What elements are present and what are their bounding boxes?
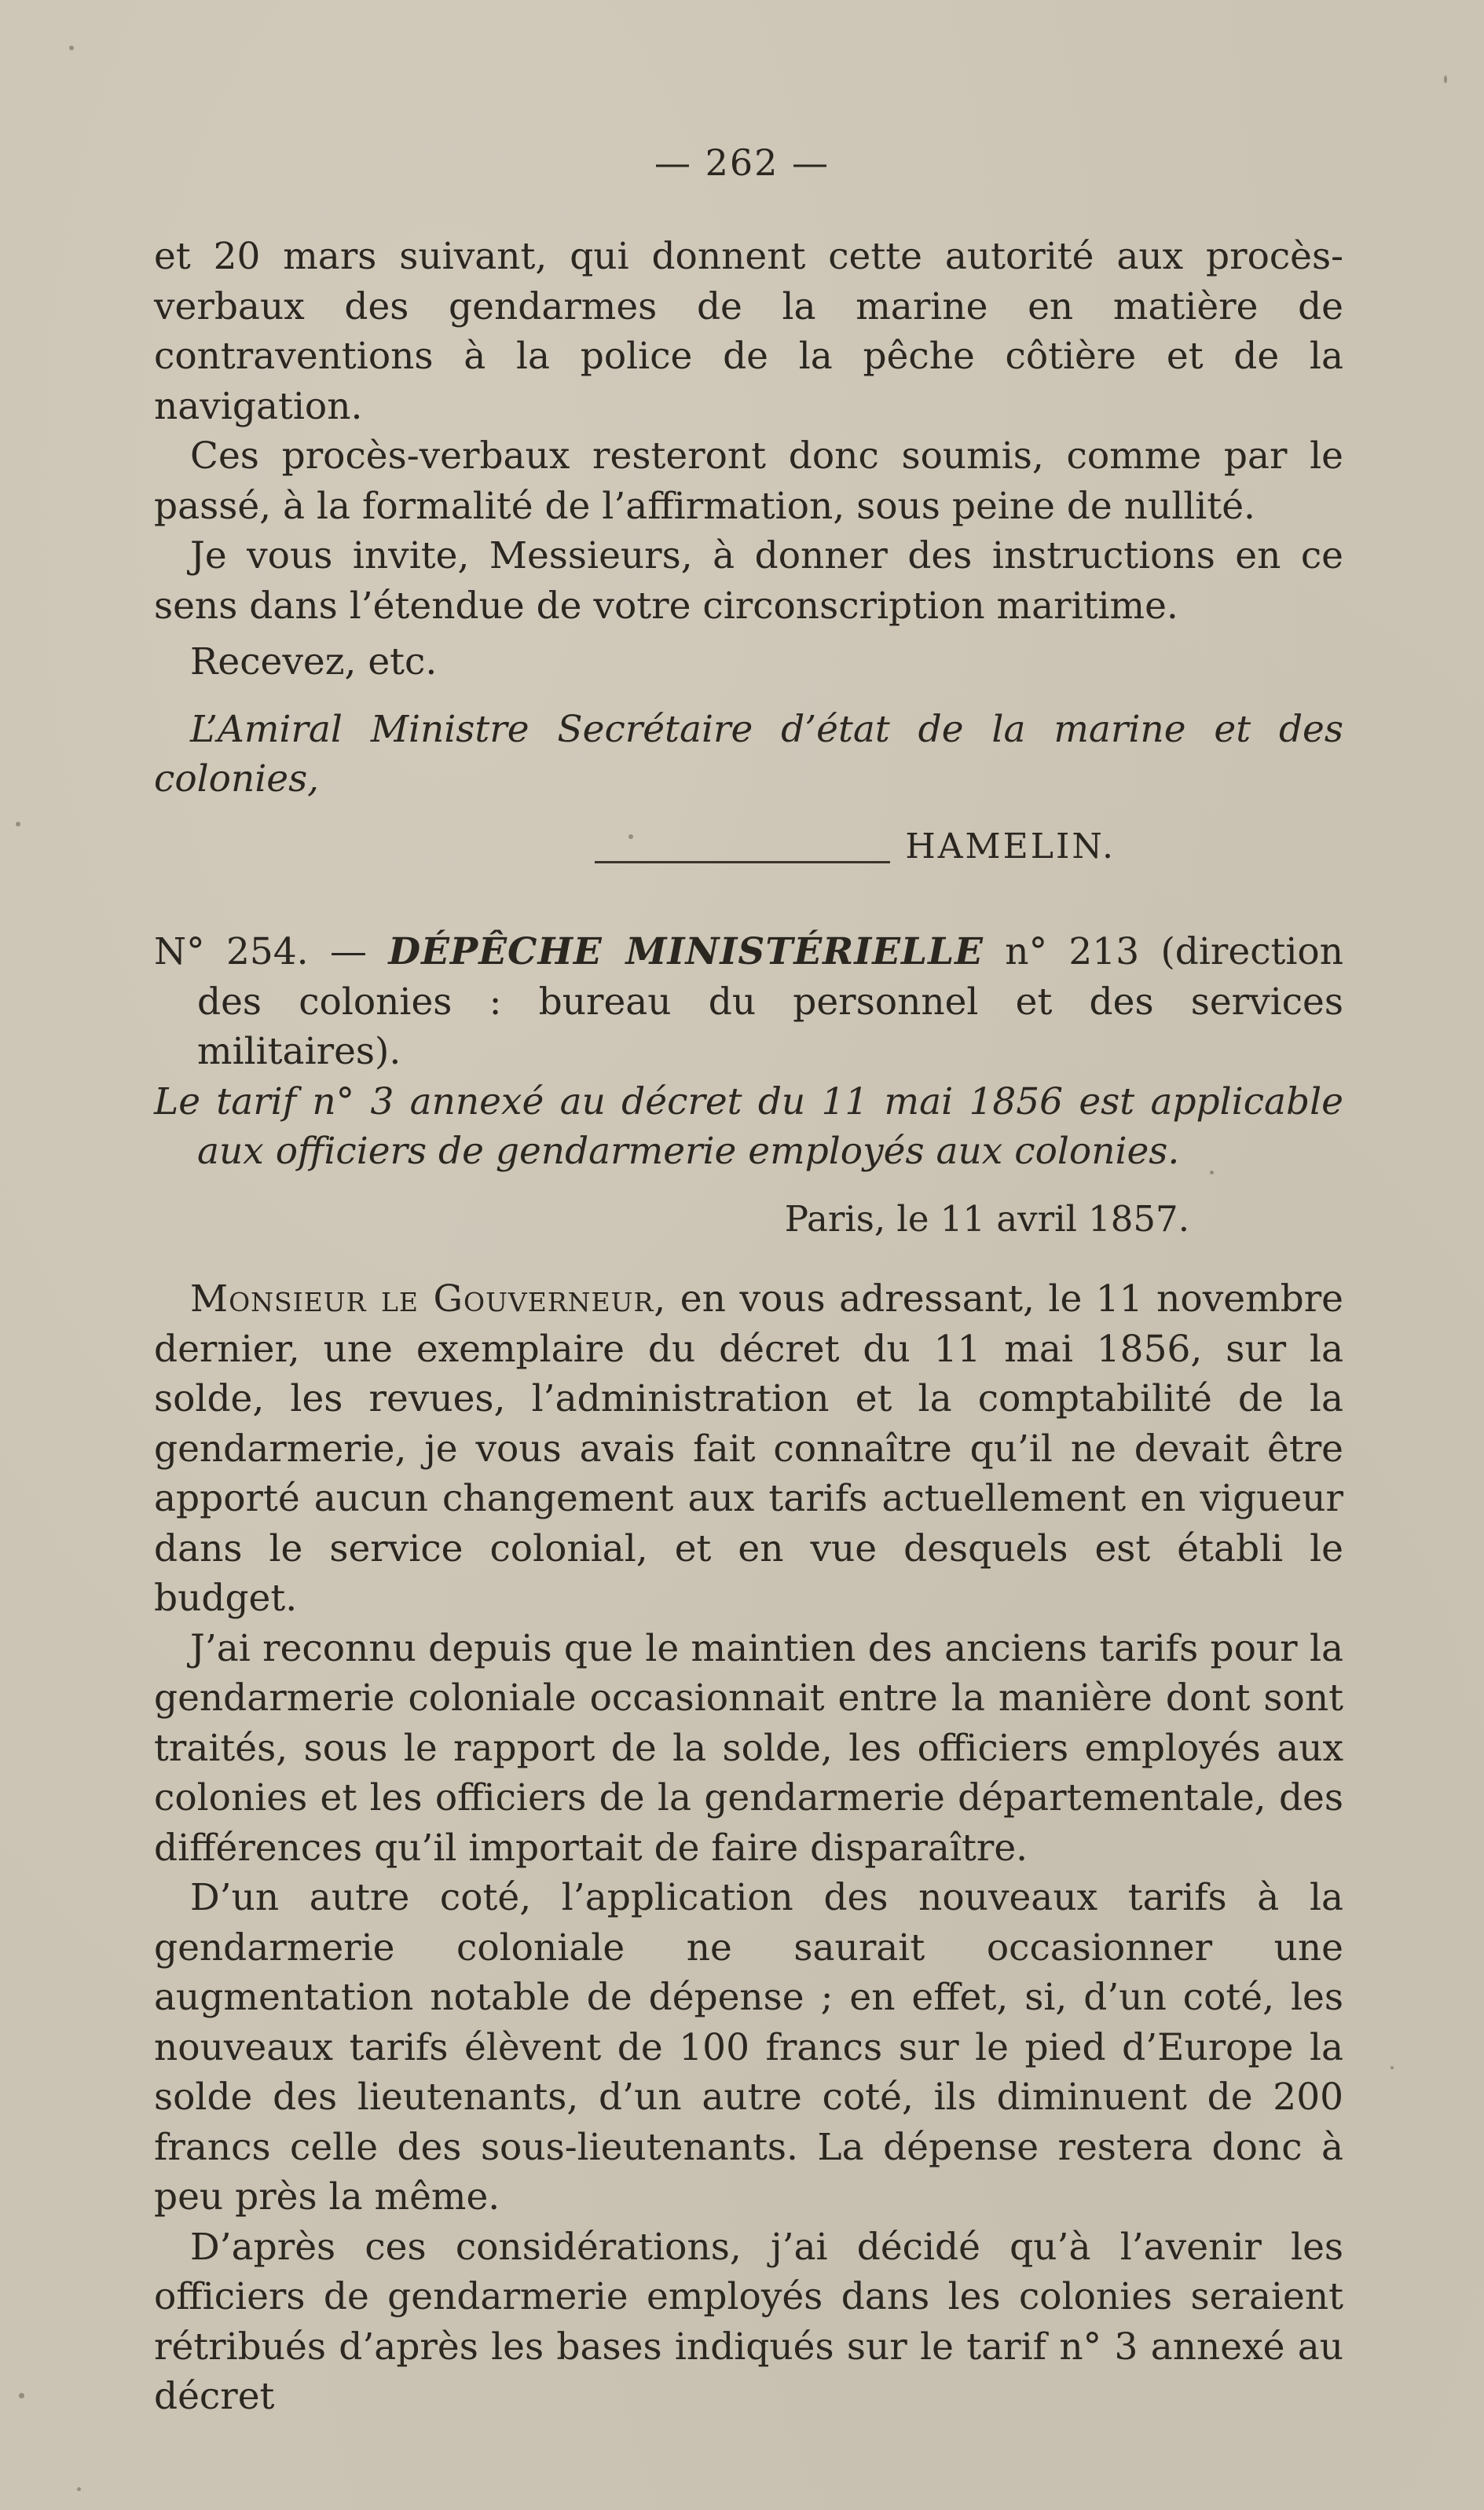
paragraph-anciens-tarifs: J’ai reconnu depuis que le maintien des anciens tarifs pour la gendarmerie coloniale occasionnait entre la manière dont sont traités, sous le rapport de la solde, les officiers employés aux colonies et les officiers de la gendarmerie départementale, des différences qu’il importait de faire disparaître. (154, 1626, 1343, 1870)
paragraph-invitation: Je vous invite, Messieurs, à donner des instructions en ce sens dans l’étendue de votre circonscription maritime. (154, 534, 1343, 628)
paragraph-nouveaux-tarifs: D’un autre coté, l’application des nouveaux tarifs à la gendarmerie coloniale ne saurait occasionner une augmentation notable de dépense ; en effet, si, d’un coté, les nouveaux tarifs élèvent de 100 francs sur le pied d’Europe la solde des lieutenants, d’un autre coté, ils diminuent de 200 francs celle des sous-lieutenants. La dépense restera donc à peu près la même. (154, 1876, 1343, 2219)
paper-speck (1444, 75, 1447, 83)
signature-title: L’Amiral Ministre Secrétaire d’état de la marine et des colonies, (154, 707, 1343, 801)
dispatch-number: N° 254. — (154, 930, 367, 973)
section-divider (595, 861, 890, 863)
paragraph-continuation: et 20 mars suivant, qui donnent cette autorité aux procès-verbaux des gendarmes de la marine en matière de contraventions à la police de la pêche côtière et de la navigation. (154, 235, 1343, 428)
paragraph-opening-text: en vous adressant, le 11 novembre dernier, une exemplaire du décret du 11 mai 1856, sur la solde, les revues, l’administration et la comptabilité de la gendarmerie, je vous avais fait connaître qu’il ne devait être apporté aucun changement aux tarifs actuellement en vigueur dans le service colonial, et en vue desquels est établi le budget. (154, 1277, 1343, 1620)
paragraph-opening (154, 1274, 1343, 1624)
letter-body (154, 1274, 1343, 2422)
top-section (154, 232, 1343, 871)
paragraph-proces-verbaux: Ces procès-verbaux resteront donc soumis, comme par le passé, à la formalité de l’affirmation, sous peine de nullité. (154, 434, 1343, 528)
paper-speck (77, 2487, 81, 2491)
signature-name: HAMELIN. (905, 826, 1116, 867)
paper-speck (1210, 1171, 1214, 1174)
paper-speck (16, 822, 20, 826)
dispatch-title-line (154, 927, 1343, 1077)
paper-speck (628, 834, 633, 839)
dispatch-summary: Le tarif n° 3 annexé au décret du 11 mai 1856 est applicable aux officiers de gendarmerie employés aux colonies. (154, 1079, 1343, 1173)
paragraph-decision: D’après ces considérations, j’ai décidé qu’à l’avenir les officiers de gendarmerie employés dans les colonies seraient rétribués d’après les bases indiqués sur le tarif n° 3 annexé au décret (154, 2225, 1343, 2418)
dateline (154, 1194, 1343, 1244)
paper-speck (1391, 2066, 1394, 2069)
dispatch-heading (154, 927, 1343, 1177)
dispatch-direction: n° 213 (direction des colonies : bureau du personnel et des services militaires). (197, 930, 1344, 1073)
dispatch-title: DÉPÊCHE MINISTÉRIELLE (388, 930, 984, 973)
page-number: — 262 — (654, 141, 830, 184)
paper-speck (19, 2393, 24, 2398)
dateline-text: Paris, le 11 avril 1857. (784, 1198, 1189, 1240)
salutation: Monsieur le Gouverneur, (190, 1277, 667, 1321)
closing-formula: Recevez, etc. (190, 640, 438, 683)
paper-speck (69, 46, 74, 50)
